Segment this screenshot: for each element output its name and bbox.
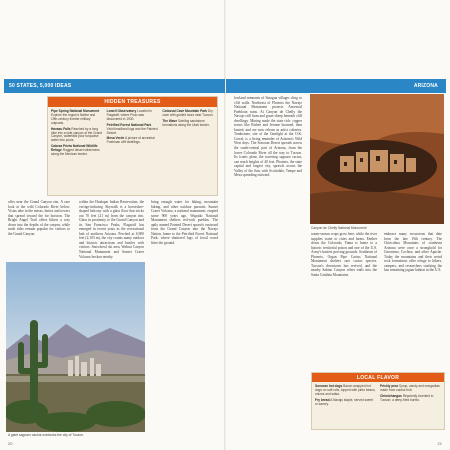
body-column-4: lowland remnants of Sinagua villages cling to cliff walls. Northeast of Phoenix the Navajo National Monument protects Ancestral Puebloan ruins. At Canyon de Chelly the Navajo still farm and graze sheep beneath cliff dwellings. Mining made the state rich: copper towns like Bisbee and Jerome boomed, then busted, and are now reborn as artist colonies. Tombstone, site of the Gunfight at the O.K. Corral, is a living reminder of Arizona's Wild West days. The Sonoran Desert spreads across the south-central part of Arizona, from the lower Colorado River all the way to Tucson. Its iconic plant, the towering saguaro cactus, can reach heights of 40 feet. Phoenix, the state capital and largest city, sprawls across the Valley of the Sun, with Scottsdale, Tempe and Mesa spreading outward. xyxy=(234,96,302,178)
flavor-name: Chimichangas xyxy=(380,393,402,398)
treasure-item xyxy=(162,120,214,128)
treasure-item xyxy=(51,128,103,144)
page-gutter xyxy=(224,0,226,450)
body-column-1: offer near the Grand Canyon rim. A rare look at the wild Colorado River below. Vistas take in the mesas, buttes and towers that spread toward the far horizon. The Bright Angel Trail offers hikers a way down into the depths of the canyon, while mule rides remain popular for visitors to the Grand Canyon. xyxy=(8,200,70,236)
treasure-name: The Wave xyxy=(162,118,178,123)
flavor-text: Reputedly invented in Tucson: a deep-fried burrito. xyxy=(380,393,434,402)
hidden-treasures-title-bar xyxy=(48,97,217,107)
body-column-5: warm-season crops grow here, while the river supplies water to cities and farms. Farther down the Colorado, Yuma is home to a historic territorial prison and one of the U.S. Army's busiest proving grounds. Southeast of Phoenix, Organ Pipe Cactus National Monument shelters rare cactus species. Tucson's downtown has revived, and the nearby Sabino Canyon offers trails into the Santa Catalina Mountains. xyxy=(311,232,377,277)
flavor-item xyxy=(315,385,376,397)
page-number-left: 20 xyxy=(8,441,13,446)
treasure-name: Mesa Verde xyxy=(106,136,125,141)
treasure-name: Havasu Falls xyxy=(51,126,71,131)
running-head-right xyxy=(226,79,446,93)
flavor-name: Sonoran hot dogs xyxy=(315,384,343,388)
cliff-dwelling-illustration xyxy=(310,94,444,224)
treasure-item xyxy=(107,110,159,122)
treasure-text: Vivid fossilized logs and the Painted Desert. xyxy=(106,126,158,135)
body-column-6: embrace many excursions that date from the late 19th century. The Chiricahua Mountains of southeast Arizona were once a stronghold for Geronimo, Cochise, and other Apache. Today the mountains and their weird rock formations offer refuge to hikers, campers, and researchers studying the last remaining jaguar habitat in the U.S. xyxy=(384,232,442,273)
running-head-left xyxy=(4,79,225,93)
treasure-text: Located in Flagstaff, where Pluto was discovered in 1930. xyxy=(106,109,152,121)
treasure-text: Swirling sandstone formations along the Utah border. xyxy=(162,118,210,127)
page-number-right: 21 xyxy=(437,441,442,446)
treasure-name: Colossal Cave Mountain Park xyxy=(162,109,207,113)
running-head-left-text: 50 STATES, 5,000 IDEAS xyxy=(9,83,72,89)
flavor-name: Fry bread xyxy=(315,397,330,402)
flavor-item xyxy=(380,385,441,393)
cliff-photo-caption: Canyon de Chelly National Monument xyxy=(311,226,367,230)
treasure-item xyxy=(162,110,214,118)
hidden-treasures-col-1 xyxy=(51,110,103,157)
flavor-item xyxy=(380,395,441,403)
treasure-text: Dry cave with guided tours near Tucson. xyxy=(162,109,214,117)
body-column-3: bring enough water for hiking, mountain biking, and other outdoor pursuits. Sunset Crater Volcano, a national monument, erupted some 900 years ago. Wupatki National Monument shelters red-rock pueblos. The aptly named Painted Desert sprawls eastward from the Grand Canyon into the Navajo Nation, home to the Petrified Forest National Park, where shattered logs of fossil wood litter the ground. xyxy=(151,200,218,245)
cliff-dwelling-photo xyxy=(310,94,444,224)
hidden-treasures-col-2 xyxy=(107,110,159,157)
local-flavor-box xyxy=(311,372,445,430)
treasure-item xyxy=(107,137,159,145)
flavor-item xyxy=(315,399,376,407)
treasure-name: Petrified Forest National Park xyxy=(106,122,152,127)
running-head-right-text: ARIZONA xyxy=(413,83,438,89)
saguaro-city-illustration xyxy=(6,262,145,432)
flavor-name: Prickly pear xyxy=(380,384,399,388)
hidden-treasures-title: HIDDEN TREASURES xyxy=(104,99,161,105)
hidden-treasures-col-3 xyxy=(162,110,214,157)
flavor-text: Syrup, candy and margaritas made from cactus fruit. xyxy=(380,384,440,392)
treasure-name: Pipe Spring National Monument xyxy=(51,109,100,113)
local-flavor-col-1 xyxy=(315,385,376,407)
treasure-name: Lowell Observatory xyxy=(106,109,137,113)
treasure-text: Explore the region's Native and 19th-century frontier military outposts. xyxy=(51,112,96,125)
flavor-text: Bacon-wrapped hot dogs on soft rolls, topped with pinto beans, onions and salsa. xyxy=(315,384,376,396)
local-flavor-col-2 xyxy=(380,385,441,407)
saguaro-photo-caption: A giant saguaro cactus overlooks the city of Tucson. xyxy=(8,433,84,437)
treasure-text: Reached by a long hike into a side canyon of the Grand Canyon, waterfalls pour turquoise water into pools. xyxy=(51,126,103,143)
local-flavor-title-bar xyxy=(312,373,444,382)
hidden-treasures-box xyxy=(47,96,218,196)
treasure-item xyxy=(107,124,159,136)
treasure-item xyxy=(51,110,103,126)
flavor-text: A Navajo staple, served sweet or savory. xyxy=(315,397,373,406)
saguaro-city-photo xyxy=(6,262,145,432)
treasure-item xyxy=(51,145,103,157)
treasure-text: A picture of ancestral Puebloan cliff dwellings. xyxy=(106,136,155,145)
treasure-text: Rugged desert wilderness along the Mexican border. xyxy=(51,148,100,157)
treasure-name: Cabeza Prieta National Wildlife Refuge xyxy=(51,144,98,153)
local-flavor-title: LOCAL FLAVOR xyxy=(356,374,400,381)
body-column-2: within the Hualapai Indian Reservation, the vertigo-inducing Skywalk is a horseshoe-shaped balcony with a glass floor that sticks out 70 feet (21 m) from the canyon rim. Glass in proximity to the Grand Canyon and its San Francisco Peaks, Flagstaff has emerged in recent years as the recreational hub of northern Arizona. Perched at 6,900 feet (2,103 m), the city counts many outdoor and historic attractions and bustles with visitors. Snowbowl ski area, Walnut Canyon National Monument and Sunset Crater Volcano beckon nearby. xyxy=(79,200,144,259)
